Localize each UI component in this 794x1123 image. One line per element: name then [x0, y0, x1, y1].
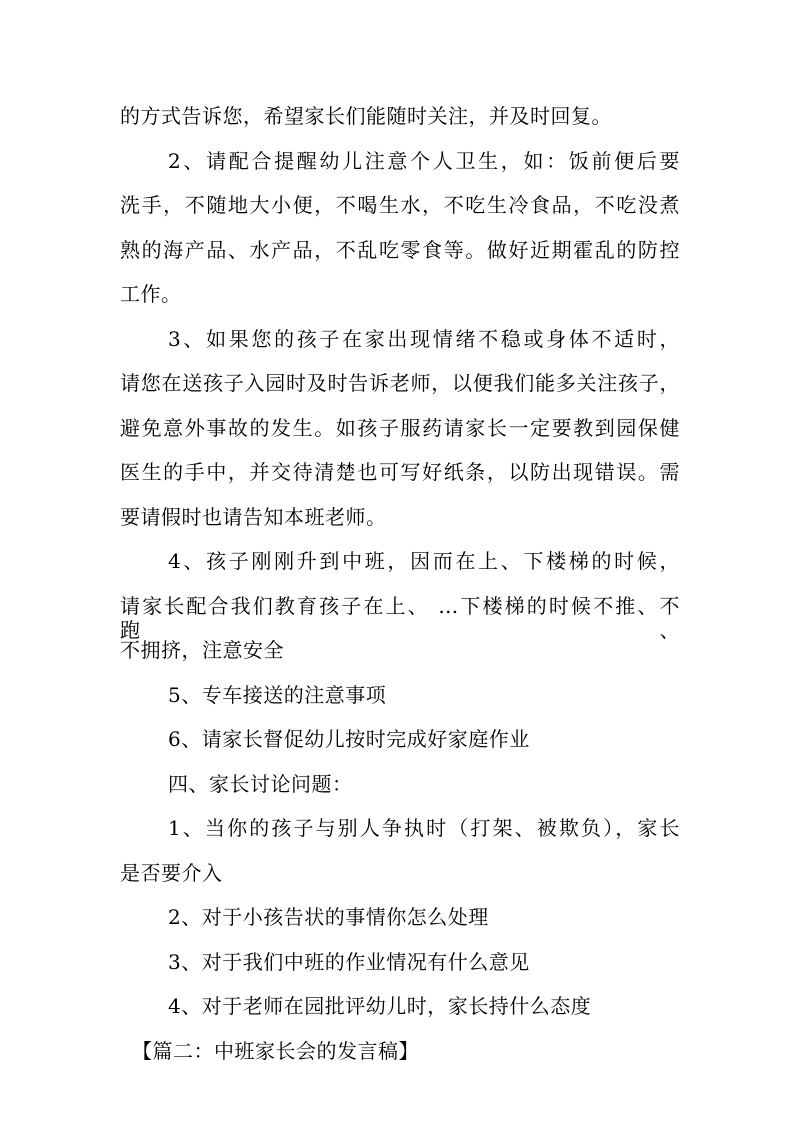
question-4-line: 4、对于老师在园批评幼儿时，家长持什么态度: [168, 994, 592, 1018]
text-line: 的方式告诉您，希望家长们能随时关注，并及时回复。: [120, 104, 612, 128]
text-line: 熟的海产品、水产品，不乱吃零食等。做好近期霍乱的防控: [120, 238, 680, 262]
paragraph-item-2-line: 2、请配合提醒幼儿注意个人卫生，如：饭前便后要: [168, 149, 680, 173]
text-line: 要请假时也请告知本班老师。: [120, 505, 387, 529]
question-2-line: 2、对于小孩告状的事情你怎么处理: [168, 905, 489, 929]
text-line: 请您在送孩子入园时及时告诉老师，以便我们能多关注孩子，: [120, 371, 680, 395]
question-1-line: 1、当你的孩子与别人争执时（打架、被欺负），家长: [168, 816, 680, 840]
paragraph-item-3-line: 3、如果您的孩子在家出现情绪不稳或身体不适时，: [168, 327, 680, 351]
text-line: 不拥挤，注意安全: [120, 638, 284, 662]
text-line: 医生的手中，并交待清楚也可写好纸条，以防出现错误。需: [120, 460, 680, 484]
paragraph-item-4-line: 4、孩子刚刚升到中班，因而在上、下楼梯的时候，: [168, 549, 680, 573]
chapter-heading: 【篇二：中班家长会的发言稿】: [132, 1039, 419, 1063]
paragraph-item-6-line: 6、请家长督促幼儿按时完成好家庭作业: [168, 727, 530, 751]
text-line: 避免意外事故的发生。如孩子服药请家长一定要教到园保健: [120, 416, 680, 440]
question-3-line: 3、对于我们中班的作业情况有什么意见: [168, 950, 530, 974]
text-line: 是否要介入: [120, 861, 223, 885]
paragraph-item-5-line: 5、专车接送的注意事项: [168, 683, 387, 707]
text-line: 洗手，不随地大小便，不喝生水，不吃生冷食品，不吃没煮: [120, 193, 680, 217]
section-heading: 四、家长讨论问题：: [168, 772, 353, 796]
text-line: 请家长配合我们教育孩子在上、 …下楼梯的时候不推、不跑、: [120, 594, 680, 642]
text-line: 工作。: [120, 282, 182, 306]
